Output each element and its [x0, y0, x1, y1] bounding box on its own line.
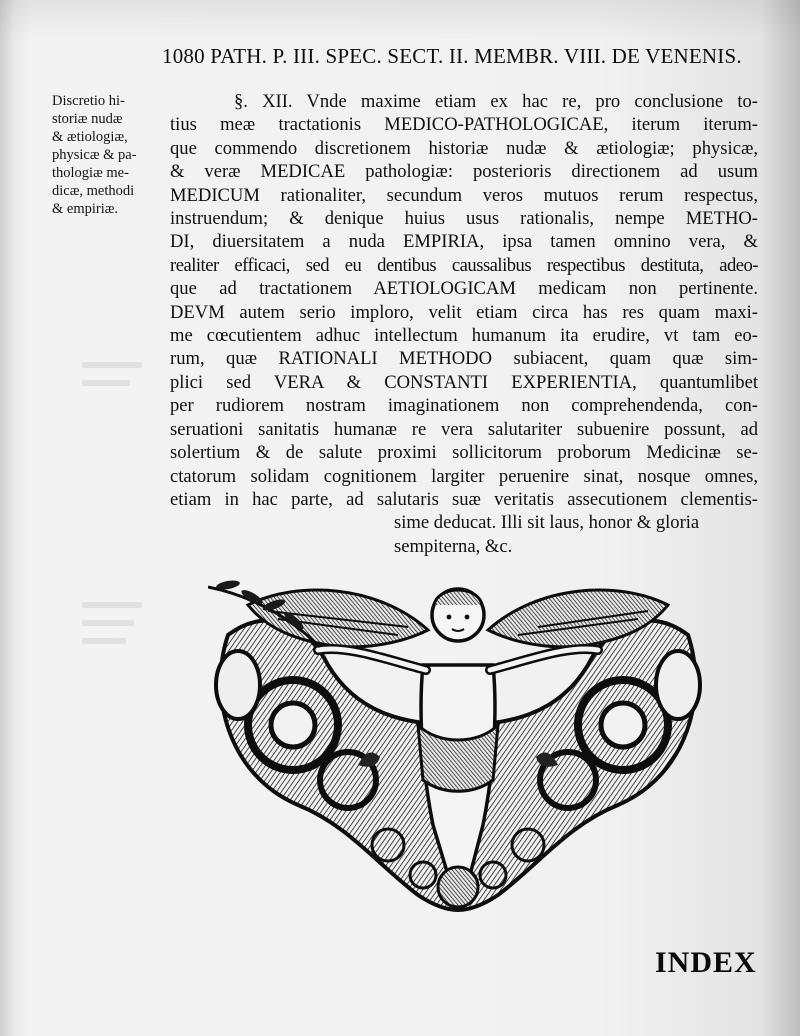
margin-note [52, 92, 170, 218]
body-line: solertium & de salute proximi sollicitorum proborum Medicinæ se- [170, 442, 758, 464]
body-text [170, 90, 758, 558]
body-line: sime deducat. Illi sit laus, honor & gloria [394, 512, 700, 534]
body-line: DEVM autem serio imploro, velit etiam circa has res quam maxi- [170, 301, 758, 323]
bleed-through-mark [82, 602, 142, 608]
body-line: instruendum; & denique huius usus rationalis, nempe METHO- [170, 208, 758, 230]
margin-note-line: physicæ & pa- [52, 147, 137, 163]
body-line: & veræ MEDICAE pathologiæ: posterioris directionem ad usum [170, 161, 758, 183]
body-line: plici sed VERA & CONSTANTI EXPERIENTIA, quantumlibet [170, 371, 758, 393]
catchword: INDEX [655, 946, 757, 979]
body-line: que ad tractationem AETIOLOGICAM medicam non pertinente. [170, 278, 758, 300]
body-line: DI, diuersitatem a nuda EMPIRIA, ipsa tamen omnino vera, & [170, 231, 758, 253]
page-shadow [0, 0, 800, 40]
margin-note-line: thologiæ me- [52, 165, 129, 181]
body-line: tius meæ tractationis MEDICO-PATHOLOGICAE, iterum iterum- [170, 114, 758, 136]
body-line: §. XII. Vnde maxime etiam ex hac re, pro conclusione to- [234, 91, 758, 112]
margin-note-line: dicæ, methodi [52, 183, 135, 199]
body-line: ctatorum solidam cognitionem largiter peruenire sinat, nosque omnes, [170, 465, 758, 487]
bleed-through-mark [82, 638, 126, 644]
body-line: per rudiorem nostram imaginationem non comprehendenda, con- [170, 395, 758, 417]
body-line: sempiterna, &c. [394, 535, 513, 557]
body-line: seruationi sanitatis humanæ re vera salutariter subuenire possunt, ad [170, 418, 758, 440]
bleed-through-mark [82, 362, 142, 368]
body-line: etiam in hac parte, ad salutaris suæ veritatis assecutionem clementis- [170, 488, 758, 510]
body-line: que commendo discretionem historiæ nudæ & ætiologiæ; physicæ, [170, 137, 758, 159]
body-line: rum, quæ RATIONALI METHODO subiacent, quam quæ sim- [170, 348, 758, 370]
cherub-tailpiece-ornament-icon [208, 575, 708, 920]
running-head: 1080 PATH. P. III. SPEC. SECT. II. MEMBR. VIII. DE VENENIS. [162, 44, 742, 68]
margin-note-line: Discretio hi- [52, 93, 125, 109]
bleed-through-mark [82, 620, 134, 626]
margin-note-line: & empiriæ. [52, 201, 119, 217]
body-line: MEDICUM rationaliter, secundum veros mutuos rerum respectus, [170, 184, 758, 206]
bleed-through-mark [82, 380, 130, 386]
margin-note-line: storiæ nudæ [52, 111, 123, 127]
body-line: realiter efficaci, sed eu dentibus caussalibus respectibus destituta, adeo- [170, 254, 758, 276]
body-line: me cœcutientem adhuc intellectum humanum ita erudire, vt tam eo- [170, 325, 758, 347]
margin-note-line: & ætiologiæ, [52, 129, 128, 145]
